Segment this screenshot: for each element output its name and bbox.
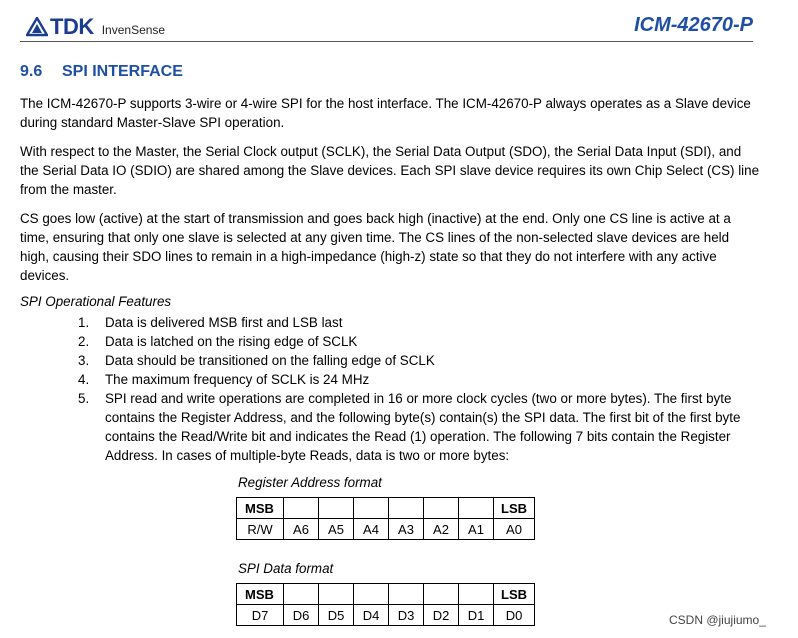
logo-brand: TDK [50,14,94,39]
table-cell [319,584,354,605]
table-row [237,498,535,519]
list-text: Data is delivered MSB first and LSB last [105,315,343,330]
section-heading [20,63,183,81]
table-cell: D7 [237,605,284,626]
list-item [78,313,758,332]
paragraph-chip-select: CS goes low (active) at the start of transmission and goes back high (inactive) at the end. Only one CS line is active at a time, ensuring that only one slave is selected at any given time. The CS lines of the non-selected slave devices are held high, causing their SDO lines to remain in a high-impedance (high-z) state so that they do not interfere with any active devices. [20,211,731,283]
list-text: Data should be transitioned on the falling edge of SCLK [105,353,435,368]
list-item [78,351,758,370]
section-number: 9.6 [20,63,43,80]
list-item [78,370,758,389]
table-cell: A1 [459,519,494,540]
table-row [237,605,535,626]
lsb-label: LSB [494,584,535,605]
register-table-caption: Register Address format [238,475,382,490]
list-item [78,389,758,465]
table-cell: A4 [354,519,389,540]
header-divider [20,41,753,42]
table-cell: D6 [284,605,319,626]
table-cell [424,498,459,519]
logo-sub: InvenSense [101,22,166,37]
lsb-label: LSB [494,498,535,519]
table-row [237,519,535,540]
part-number: ICM-42670-P [634,14,753,36]
table-cell: D4 [354,605,389,626]
table-cell: D5 [319,605,354,626]
table-cell [319,498,354,519]
register-address-table [236,497,535,540]
features-heading: SPI Operational Features [20,294,172,309]
table-cell [284,584,319,605]
table-row [237,584,535,605]
list-number: 5. [78,391,90,406]
tdk-triangle-icon [26,17,48,37]
data-table-caption: SPI Data format [238,561,334,576]
watermark: CSDN @jiujiumo_ [669,613,766,627]
tdk-logo [26,14,165,40]
paragraph-intro: The ICM-42670-P supports 3-wire or 4-wire SPI for the host interface. The ICM-42670-P always operates as a Slave device during standard Master-Slave SPI operation. [20,96,751,130]
features-list [78,313,758,465]
list-number: 3. [78,353,90,368]
table-cell: D1 [459,605,494,626]
table-cell [389,498,424,519]
table-cell: A6 [284,519,319,540]
table-cell [424,584,459,605]
list-text: SPI read and write operations are completed in 16 or more clock cycles (two or more bytes). The first byte contains the Register Address, and the following byte(s) contain(s) the SPI data. The first bit of the first byte contains the Read/Write bit and indicates the Read (1) operation. The following 7 bits contain the Register Address. In cases of multiple-byte Reads, data is two or more bytes: [105,391,741,463]
list-number: 4. [78,372,90,387]
list-item [78,332,758,351]
table-cell [459,584,494,605]
table-cell: A3 [389,519,424,540]
table-cell: A2 [424,519,459,540]
list-number: 2. [78,334,90,349]
list-number: 1. [78,315,90,330]
msb-label: MSB [237,498,284,519]
table-cell: A0 [494,519,535,540]
spi-data-table [236,583,535,626]
msb-label: MSB [237,584,284,605]
list-text: Data is latched on the rising edge of SCLK [105,334,358,349]
table-cell: D0 [494,605,535,626]
table-cell: D3 [389,605,424,626]
table-cell: A5 [319,519,354,540]
table-cell [459,498,494,519]
table-cell [284,498,319,519]
section-title: SPI INTERFACE [62,63,183,80]
table-cell: R/W [237,519,284,540]
page-header [20,10,753,42]
table-cell [389,584,424,605]
paragraph-shared-lines: With respect to the Master, the Serial Clock output (SCLK), the Serial Data Output (SDO), the Serial Data Input (SDI), and the Serial Data IO (SDIO) are shared among the Slave devices. Each SPI slave device requires its own Chip Select (CS) line from the master. [20,144,760,197]
table-cell [354,584,389,605]
table-cell [354,498,389,519]
table-cell: D2 [424,605,459,626]
list-text: The maximum frequency of SCLK is 24 MHz [105,372,370,387]
